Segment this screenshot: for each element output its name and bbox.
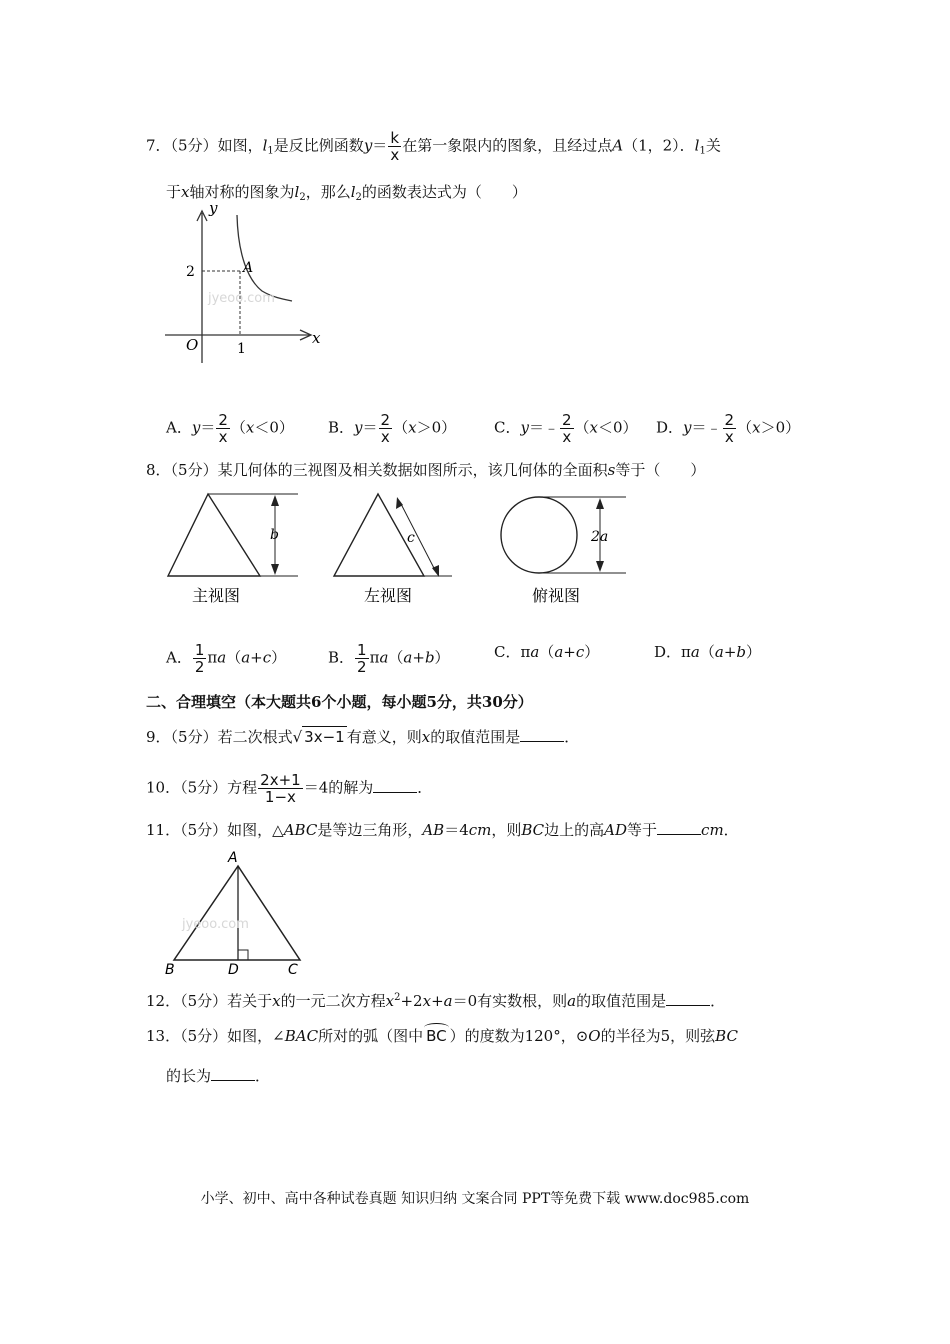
q9-radicand: 3x−1 <box>304 728 345 746</box>
q8-option-d[interactable]: D．πa（a+b） <box>654 643 762 661</box>
q7-option-b[interactable]: B．y＝ $\frac{2}{x}$ （x＞0） <box>328 411 457 446</box>
q7-line1: 7．（5分）如图，$l_1$是反比例函数y＝ $\frac{k}{x}$ 在第一象限内的图象，且经过点A（1，2）．$l_1$关 <box>146 129 721 164</box>
q11-vertex-b: B <box>165 962 175 978</box>
q8-side-caption: 左视图 <box>364 586 413 605</box>
q9-answer-blank[interactable] <box>520 727 564 742</box>
q7-origin-label: O <box>186 336 199 354</box>
q10-answer-blank[interactable] <box>373 778 417 793</box>
q13-answer-blank[interactable] <box>211 1066 255 1081</box>
q7-watermark: jyeoo.com <box>208 291 275 306</box>
q12-line: 12．（5分）若关于x的一元二次方程$x^2+2x+a=0$有实数根，则a的取值范围是 ． <box>146 992 726 1010</box>
q7-y-label: y <box>209 205 218 217</box>
q8-front-var: b <box>270 527 279 543</box>
q7-option-c[interactable]: C．y＝﹣ $\frac{2}{x}$ （x＜0） <box>494 411 638 446</box>
q8-top-var: 2a <box>591 529 609 545</box>
q11-vertex-c: C <box>288 962 298 978</box>
section-2-heading: 二、合理填空（本大题共6个小题，每小题5分，共30分） <box>146 693 533 711</box>
q11-point-d: D <box>228 962 239 978</box>
q11-vertex-a: A <box>228 850 238 866</box>
q8-line1: 8．（5分）某几何体的三视图及相关数据如图所示，该几何体的全面积s等于（ ） <box>146 461 706 479</box>
q7-tick-1: 1 <box>237 341 246 357</box>
q11-line: 11．（5分）如图，△ABC是等边三角形，AB＝4cm，则BC边上的高AD等于 cm． <box>146 821 739 839</box>
q7-option-a[interactable]: A．y＝ $\frac{2}{x}$ （x＜0） <box>166 411 294 446</box>
q10-fraction: $\frac{2x+1}{1-x}$ <box>260 771 301 806</box>
q13-line1: 13．（5分）如图，∠BAC所对的弧（图中 BC ）的度数为120°，⊙O的半径为5，则弦BC <box>146 1027 738 1045</box>
q7-line2: 于x轴对称的图象为$l_2$，那么$l_2$的函数表达式为（ ） <box>166 183 527 203</box>
q7-tick-2: 2 <box>186 264 195 280</box>
q7-point-a: A <box>243 260 254 276</box>
page-footer: 小学、初中、高中各种试卷真题 知识归纳 文案合同 PPT等免费下载 www.doc985.com <box>200 1191 750 1207</box>
q13-arc-bc: BC <box>423 1026 450 1046</box>
q13-line2: 的长为 ． <box>166 1067 271 1085</box>
q12-answer-blank[interactable] <box>666 991 710 1006</box>
q7-fraction-k-over-x: $\frac{k}{x}$ <box>390 129 400 164</box>
q8-top-caption: 俯视图 <box>532 586 581 605</box>
q8-option-c[interactable]: C．πa（a+c） <box>494 643 600 661</box>
q11-answer-blank[interactable] <box>657 820 701 835</box>
q10-line: 10．（5分）方程 $\frac{2x+1}{1-x}$ ＝4的解为 ． <box>146 771 433 806</box>
q8-option-a[interactable]: A． $\frac{1}{2}$ πa（a+c） <box>166 641 287 676</box>
q7-x-label: x <box>312 329 321 347</box>
q8-top-view <box>501 497 626 605</box>
q8-front-caption: 主视图 <box>192 586 241 605</box>
q8-side-view <box>334 494 452 605</box>
q8-front-view <box>168 494 298 605</box>
q7-option-d[interactable]: D．y＝﹣ $\frac{2}{x}$ （x＞0） <box>656 411 801 446</box>
q8-side-var: c <box>407 530 415 546</box>
q11-triangle-figure <box>160 848 310 978</box>
q11-watermark: jyeoo.com <box>182 917 249 932</box>
q7-curve <box>237 215 292 301</box>
q8-three-views <box>160 490 640 615</box>
q9-line: 9．（5分）若二次根式√ 3x−1 有意义，则x的取值范围是 ． <box>146 728 580 746</box>
q8-option-b[interactable]: B． $\frac{1}{2}$ πa（a+b） <box>328 641 450 676</box>
q7-graph <box>160 205 335 365</box>
